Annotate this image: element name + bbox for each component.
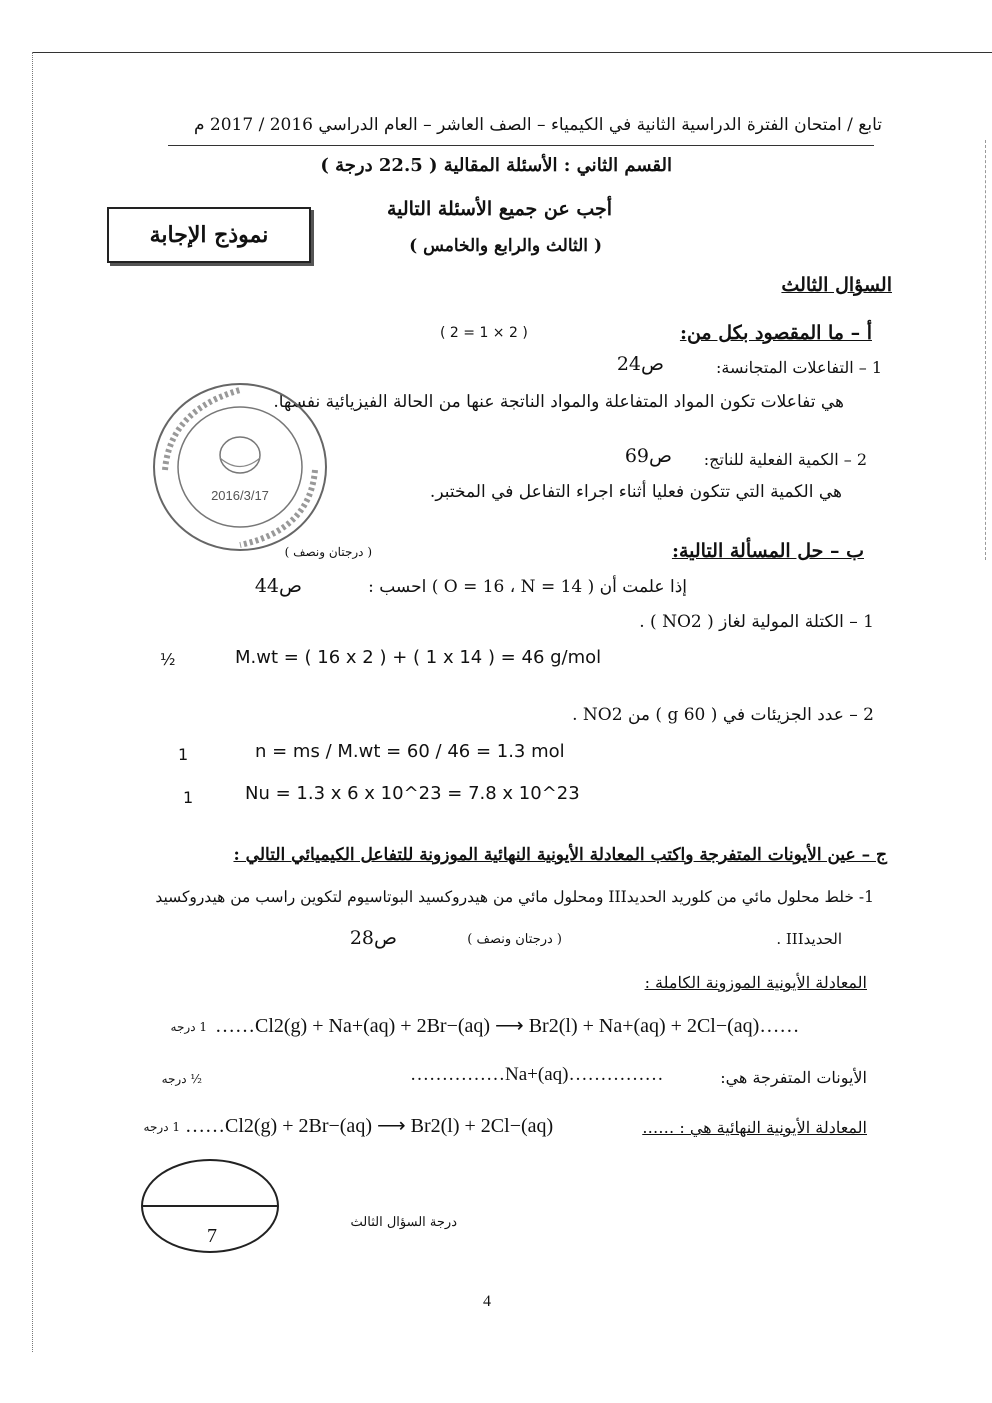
question3-title: السؤال الثالث [781,274,892,296]
part-b-item2-grade1: 1 [178,745,189,764]
part-a-heading: أ – ما المقصود بكل من: [679,322,872,344]
instruction: أجب عن جميع الأسئلة التالية [386,198,612,220]
part-b-item2-label: 2 – عدد الجزيئات في ( 60 g ) من NO2 . [572,705,874,725]
part-b-points: ( درجتان ونصف ) [284,545,372,559]
section-title: القسم الثاني : الأسئلة المقالية ( 22.5 درجة ) [320,155,672,176]
net-equation-label: المعادلة الأيونية النهائية هي : …… [642,1118,867,1137]
part-c-item1-page: ص28 [349,927,397,949]
part-c-item1-text2: الحديدIII . [776,930,842,948]
page-number: 4 [483,1293,491,1310]
part-b-given-page: ص44 [254,575,302,597]
net-equation-grade: 1 درجه [143,1120,180,1134]
part-b-item2-formula2: Nu = 1.3 x 6 x 10^23 = 7.8 x 10^23 [245,783,580,804]
part-a-item2-page: ص69 [624,445,672,467]
part-b-item1-formula: M.wt = ( 16 x 2 ) + ( 1 x 14 ) = 46 g/mol [235,647,602,668]
question3-score-label: درجة السؤال الثالث [350,1215,457,1230]
complete-equation-grade: 1 درجه [170,1020,207,1034]
page-top-border [32,52,992,53]
exam-header-title: تابع / امتحان الفترة الدراسية الثانية في الكيمياء – الصف العاشر – العام الدراسي 2016 / 2017 م [193,115,882,135]
official-seal-stamp [150,380,330,555]
part-a-points: ( 2 = 1 × 2 ) [440,325,528,341]
spectator-ions-label: الأيونات المتفرجة هي: [720,1068,867,1087]
part-a-item2-label: 2 – الكمية الفعلية للناتج: [703,450,867,469]
question3-score-circle [140,1158,280,1254]
page-left-border [32,52,33,1352]
questions-list: ( الثالث والرابع والخامس ) [409,236,602,256]
part-c-item1-text: 1- خلط محلول مائي من كلوريد الحديدIII ومحلول مائي من هيدروكسيد البوتاسيوم لتكوين راسب من هيدروكسيد [155,888,874,906]
part-a-item2-answer: هي الكمية التي تتكون فعليا أثناء اجراء التفاعل في المختبر. [429,482,842,502]
part-b-item2-formula1: n = ms / M.wt = 60 / 46 = 1.3 mol [255,741,565,762]
part-b-item2-grade2: 1 [183,788,194,807]
page-right-margin-dots [985,140,986,560]
header-rule [168,145,874,146]
question3-score-total: 7 [207,1225,217,1247]
part-b-heading: ب – حل المسألة التالية: [671,540,864,562]
complete-equation-label: المعادلة الأيونية الموزونة الكاملة : [644,973,867,992]
spectator-ions-value: ……………Na+(aq)…………… [410,1064,664,1085]
stamp-date: 2016/3/17 [211,488,269,503]
part-c-heading: ج – عين الأيونات المتفرجة واكتب المعادلة الأيونية النهائية الموزونة للتفاعل الكيميائي التالي : [233,845,887,865]
net-equation: ……Cl2(g) + 2Br−(aq) ⟶ Br2(l) + 2Cl−(aq) [185,1115,554,1137]
answer-model-box: نموذج الإجابة [107,207,311,263]
part-b-item1-label: 1 – الكتلة المولية لغاز ( NO2 ) . [639,612,874,632]
part-b-item1-grade: ½ [160,650,176,669]
part-a-item1-page: ص24 [616,353,664,375]
part-b-given: إذا علمت أن ( O = 16 ، N = 14 ) احسب : [368,577,687,597]
part-a-item1-answer: هي تفاعلات تكون المواد المتفاعلة والمواد الناتجة عنها من الحالة الفيزيائية نفسها. [273,392,844,412]
spectator-ions-grade: ½ درجه [161,1072,202,1086]
part-a-item1-label: 1 – التفاعلات المتجانسة: [715,358,882,377]
complete-equation: ……Cl2(g) + Na+(aq) + 2Br−(aq) ⟶ Br2(l) + Na+(aq) + 2Cl−(aq)…… [215,1015,800,1037]
part-c-item1-points: ( درجتان ونصف ) [467,932,562,947]
